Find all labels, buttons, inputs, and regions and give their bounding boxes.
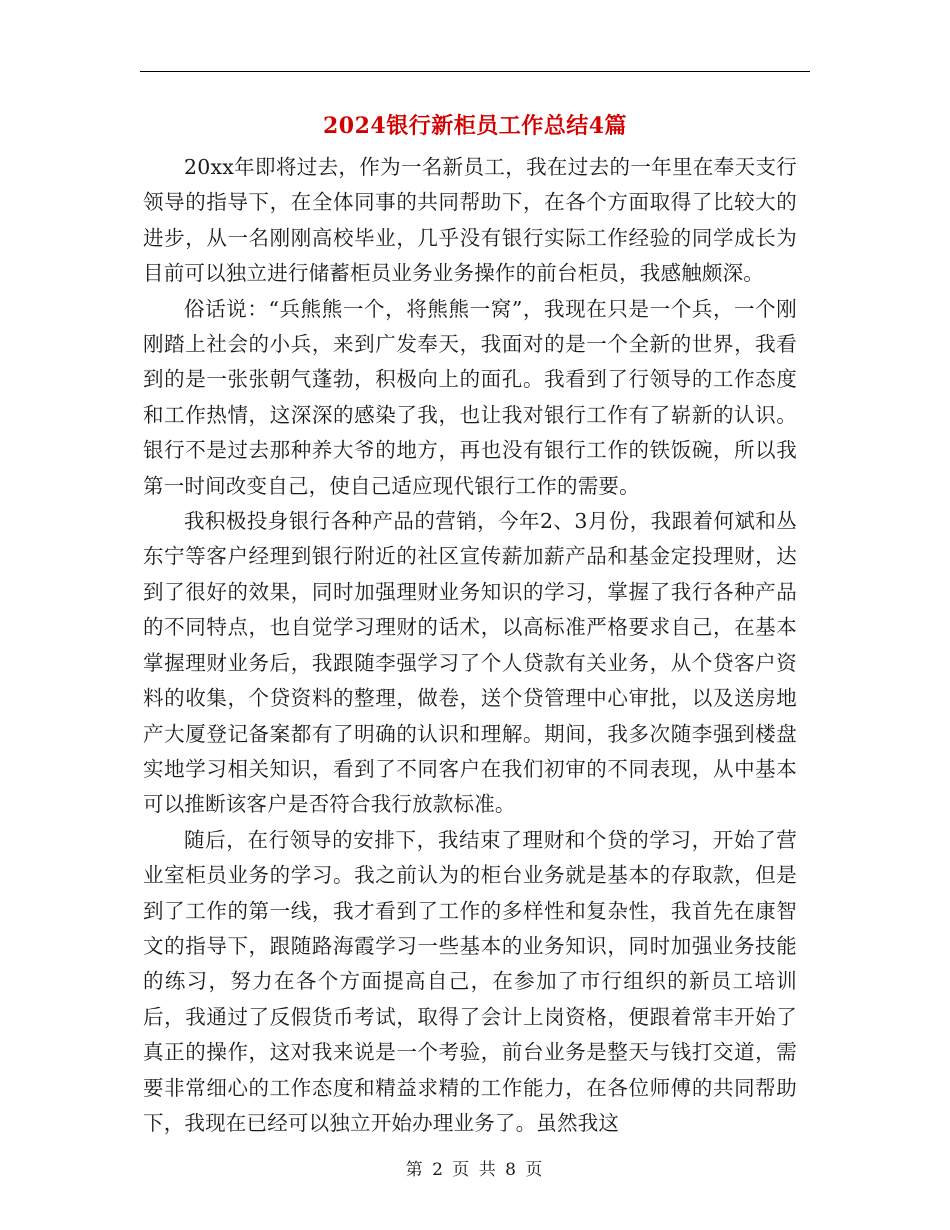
paragraph-2: 俗话说：“兵熊熊一个，将熊熊一窝”，我现在只是一个兵，一个刚刚踏上社会的小兵，来到广发奉天，我面对的是一个全新的世界，我看到的是一张张朝气蓬勃，积极向上的面孔。我看到了行领导的工作态度和工作热情，这深深的感染了我，也让我对银行工作有了崭新的认识。银行不是过去那种养大爷的地方，再也没有银行工作的铁饭碗，所以我第一时间改变自己，使自己适应现代银行工作的需要。	[143, 296, 797, 498]
page-number-footer: 第 2 页 共 8 页	[405, 1160, 545, 1180]
paragraph-4: 随后，在行领导的安排下，我结束了理财和个贷的学习，开始了营业室柜员业务的学习。我之前认为的柜台业务就是基本的存取款，但是到了工作的第一线，我才看到了工作的多样性和复杂性，我首先在康智文的指导下，跟随路海霞学习一些基本的业务知识，同时加强业务技能的练习，努力在各个方面提高自己，在参加了市行组织的新员工培训后，我通过了反假货币考试，取得了会计上岗资格，便跟着常丰开始了真正的操作，这对我来说是一个考验，前台业务是整天与钱打交道，需要非常细心的工作态度和精益求精的工作能力，在各位师傅的共同帮助下，我现在已经可以独立开始办理业务了。虽然我这	[143, 827, 797, 1135]
header-rule	[140, 71, 810, 72]
document-title: 2024银行新柜员工作总结4篇	[322, 113, 628, 139]
paragraph-1: 20xx年即将过去，作为一名新员工，我在过去的一年里在奉天支行领导的指导下，在全体同事的共同帮助下，在各个方面取得了比较大的进步，从一名刚刚高校毕业，几乎没有银行实际工作经验的同学成长为目前可以独立进行储蓄柜员业务业务操作的前台柜员，我感触颇深。	[143, 155, 797, 286]
document-body	[143, 150, 797, 1141]
paragraph-3: 我积极投身银行各种产品的营销，今年2、3月份，我跟着何斌和丛东宁等客户经理到银行附近的社区宣传薪加薪产品和基金定投理财，达到了很好的效果，同时加强理财业务知识的学习，掌握了我行各种产品的不同特点，也自觉学习理财的话术，以高标准严格要求自己，在基本掌握理财业务后，我跟随李强学习了个人贷款有关业务，从个贷客户资料的收集，个贷资料的整理，做卷，送个贷管理中心审批，以及送房地产大厦登记备案都有了明确的认识和理解。期间，我多次随李强到楼盘实地学习相关知识，看到了不同客户在我们初审的不同表现，从中基本可以推断该客户是否符合我行放款标准。	[143, 509, 797, 817]
